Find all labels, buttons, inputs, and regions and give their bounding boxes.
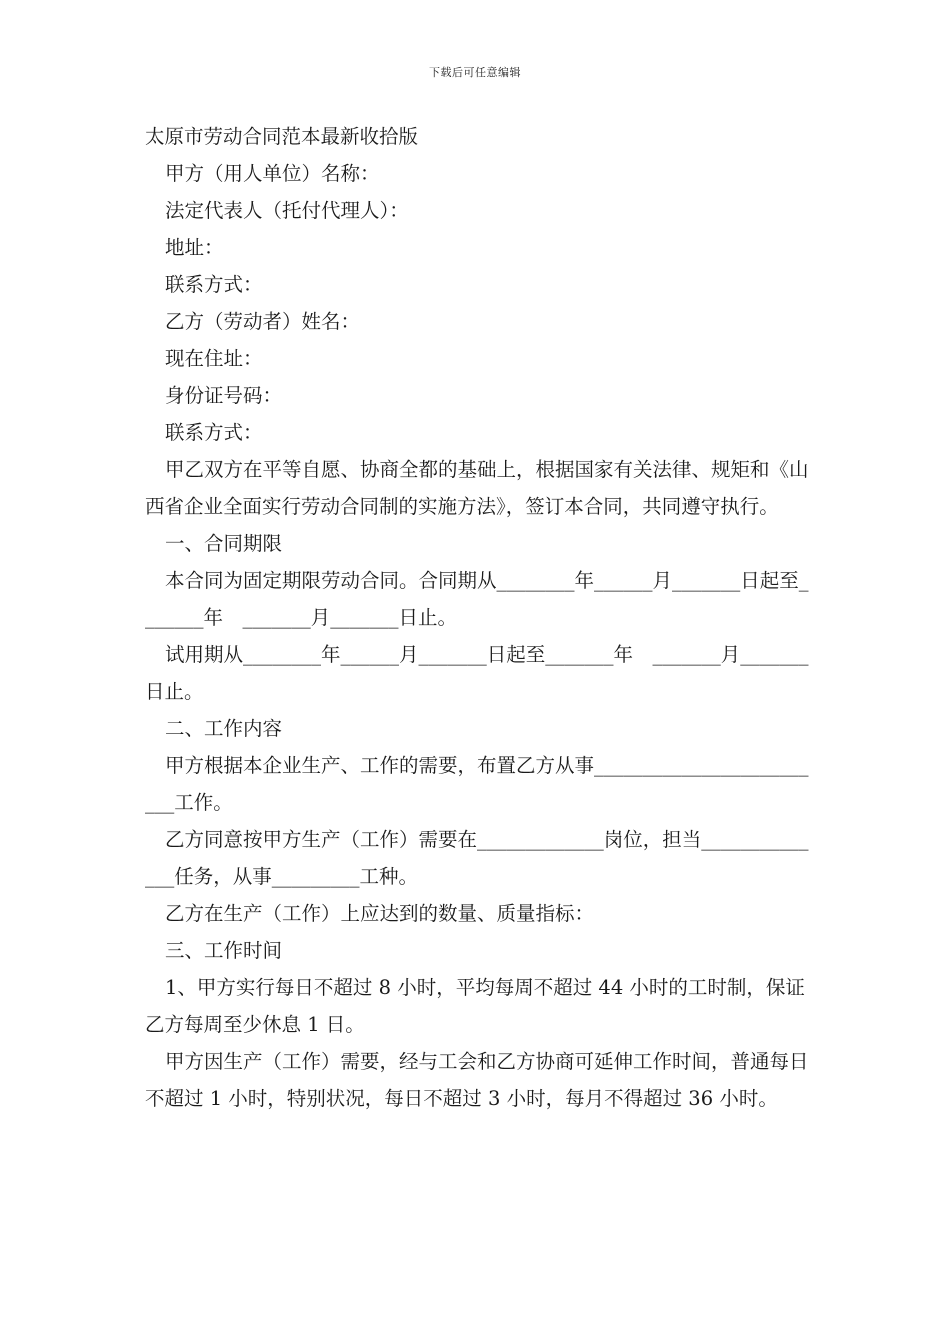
section-1-term-paragraph: 本合同为固定期限劳动合同。合同期从________年______月_______日起至_______年 _______月_______日止。	[145, 569, 809, 629]
section-2-heading: 二、工作内容	[165, 717, 283, 740]
section-1-probation-paragraph: 试用期从________年______月_______日起至_______年 _______月_______日止。	[145, 643, 809, 703]
legal-rep-line: 法定代表人（托付代理人）：	[165, 199, 409, 222]
address-line: 地址：	[165, 236, 224, 259]
document-body	[145, 118, 811, 1117]
section-3-paragraph-2: 甲方因生产（工作）需要，经与工会和乙方协商可延伸工作时间，普通每日不超过 1 小时，特别状况，每日不超过 3 小时，每月不得超过 36 小时。	[145, 1050, 809, 1110]
section-2-paragraph-3: 乙方在生产（工作）上应达到的数量、质量指标：	[165, 902, 595, 925]
section-1-heading: 一、合同期限	[165, 532, 283, 555]
party-a-name-line: 甲方（用人单位）名称：	[165, 162, 380, 185]
id-number-line: 身份证号码：	[165, 384, 283, 407]
preamble-paragraph: 甲乙双方在平等自愿、协商全都的基础上，根据国家有关法律、规矩和《山西省企业全面实行劳动合同制的实施方法》，签订本合同，共同遵守执行。	[145, 458, 809, 518]
section-3-paragraph-1: 1、甲方实行每日不超过 8 小时，平均每周不超过 44 小时的工时制，保证乙方每周至少休息 1 日。	[145, 976, 805, 1036]
section-2-paragraph-1: 甲方根据本企业生产、工作的需要，布置乙方从事_________________________工作。	[145, 754, 809, 814]
contact-b-line: 联系方式：	[165, 421, 263, 444]
document-title: 太原市劳动合同范本最新收拾版	[145, 125, 419, 148]
contact-a-line: 联系方式：	[165, 273, 263, 296]
header-note: 下载后可任意编辑	[429, 66, 521, 79]
party-b-name-line: 乙方（劳动者）姓名：	[165, 310, 361, 333]
current-address-line: 现在住址：	[165, 347, 263, 370]
section-2-paragraph-2: 乙方同意按甲方生产（工作）需要在_____________岗位，担当______________任务，从事_________工种。	[145, 828, 809, 888]
section-3-heading: 三、工作时间	[165, 939, 283, 962]
